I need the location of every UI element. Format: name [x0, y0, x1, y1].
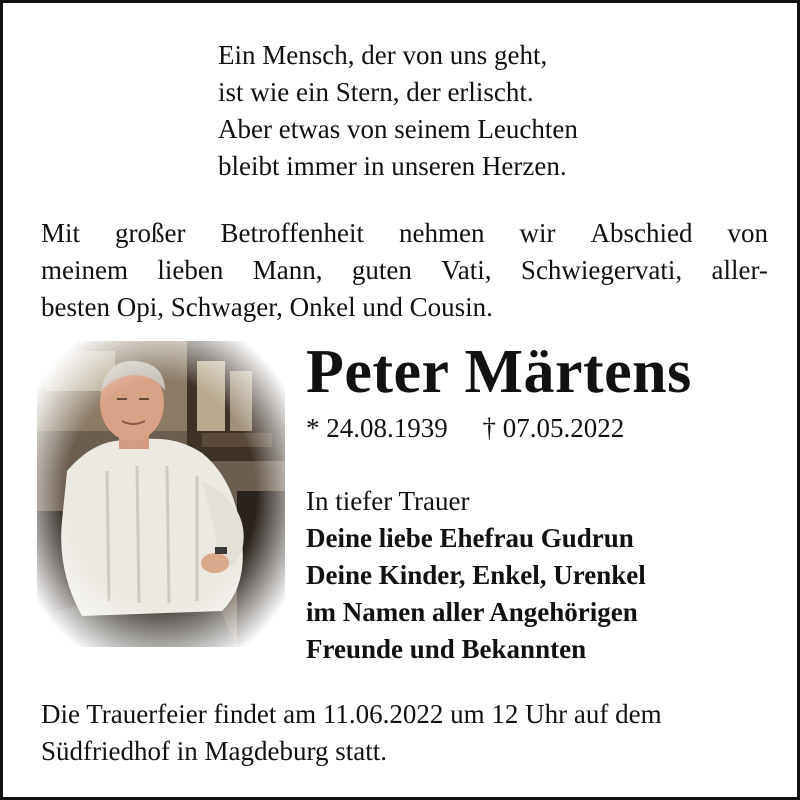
mourner-line: im Namen aller Angehörigen — [306, 597, 638, 627]
word: großer — [115, 218, 186, 248]
announcement-line — [41, 252, 768, 289]
life-dates — [306, 410, 624, 447]
poem-line: ist wie ein Stern, der erlischt. — [218, 77, 534, 107]
funeral-line: Die Trauerfeier findet am 11.06.2022 um 12 Uhr auf dem — [41, 699, 662, 729]
birth-date: * 24.08.1939 — [306, 413, 448, 443]
word: Mann, — [252, 255, 323, 285]
word: guten — [351, 255, 412, 285]
word: von — [727, 218, 768, 248]
memorial-poem — [218, 37, 578, 185]
mourner-line: Deine liebe Ehefrau Gudrun — [306, 523, 634, 553]
word: wir — [519, 218, 556, 248]
word: Betroffenheit — [220, 218, 364, 248]
word: Mit — [41, 218, 81, 248]
word: Vati, — [441, 255, 492, 285]
word: nehmen — [398, 218, 485, 248]
announcement-line-text: besten Opi, Schwager, Onkel und Cousin. — [41, 292, 493, 322]
portrait-photo — [37, 341, 285, 647]
poem-line: Ein Mensch, der von uns geht, — [218, 40, 548, 70]
announcement-text — [41, 215, 768, 326]
deceased-name: Peter Märtens — [306, 338, 692, 406]
poem-line: Aber etwas von seinem Leuchten — [218, 114, 578, 144]
word: Abschied — [590, 218, 693, 248]
word: meinem — [41, 255, 128, 285]
mourners-block — [306, 483, 646, 668]
announcement-line — [41, 289, 768, 326]
death-date: † 07.05.2022 — [482, 413, 625, 443]
word: Schwiegervati, — [520, 255, 683, 285]
mourners-heading: In tiefer Trauer — [306, 486, 470, 516]
mourner-line: Deine Kinder, Enkel, Urenkel — [306, 560, 646, 590]
poem-line: bleibt immer in unseren Herzen. — [218, 151, 567, 181]
word: lieben — [157, 255, 224, 285]
funeral-info — [41, 696, 768, 770]
funeral-line: Südfriedhof in Magdeburg statt. — [41, 736, 387, 766]
mourner-line: Freunde und Bekannten — [306, 634, 587, 664]
announcement-line — [41, 215, 768, 252]
word: aller- — [711, 255, 768, 285]
